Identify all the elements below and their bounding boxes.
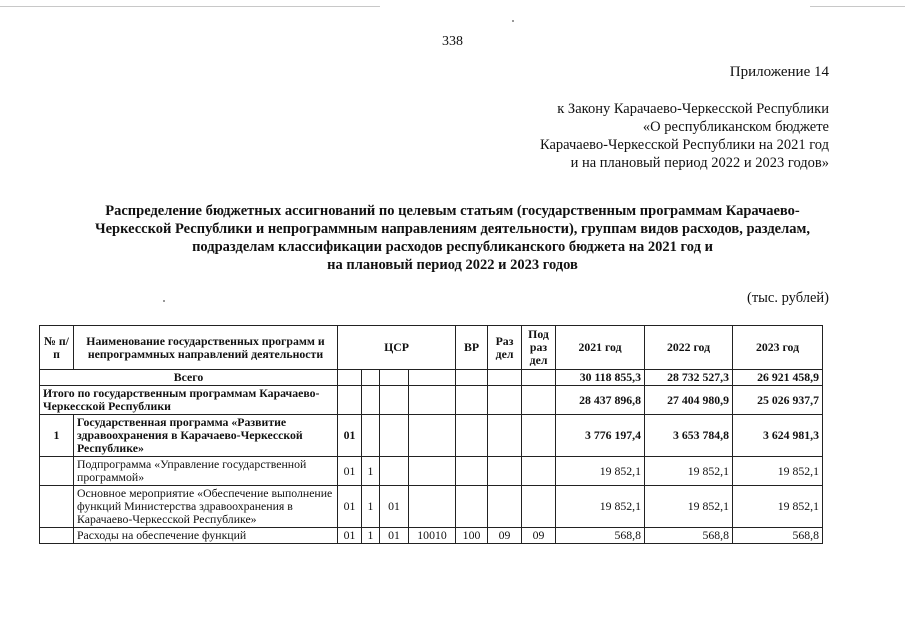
header-vr: ВР [456,326,488,370]
cell-csr2 [362,415,380,457]
cell-name: Государственная программа «Развитие здравоохранения в Карачаево-Черкесской Республике» [74,415,338,457]
header-num: № п/п [40,326,74,370]
cell-2022: 19 852,1 [645,486,733,528]
scan-artifact-line-left [0,6,380,7]
title-line: подразделам классификации расходов республиканского бюджета на 2021 год и [192,239,713,255]
appendix-reference [540,100,829,172]
cell-razdel [488,457,522,486]
cell-2023: 19 852,1 [733,457,823,486]
cell-csr4 [409,457,456,486]
cell-vr [456,415,488,457]
programs-total-label: Итого по государственным программам Карачаево-Черкесской Республики [40,386,338,415]
cell-csr3: 01 [380,528,409,544]
appendix-ref-line: «О республиканском бюджете [642,119,829,135]
cell-podrazdel [522,457,556,486]
cell-csr2: 1 [362,528,380,544]
cell-vr [456,457,488,486]
cell-razdel [488,415,522,457]
header-csr: ЦСР [338,326,456,370]
cell-num [40,486,74,528]
total-row [40,370,823,386]
cell-vr [456,486,488,528]
programs-total-2022: 27 404 980,9 [645,386,733,415]
document-title [40,202,865,274]
cell-num [40,528,74,544]
cell-csr4: 10010 [409,528,456,544]
cell-2023: 568,8 [733,528,823,544]
total-2021: 30 118 855,3 [556,370,645,386]
scan-speck [163,300,165,302]
cell-csr3: 01 [380,486,409,528]
scan-artifact-line-right [810,6,905,7]
header-2023: 2023 год [733,326,823,370]
page-number: 338 [442,34,463,49]
unit-label: (тыс. рублей) [747,290,829,306]
cell-podrazdel [522,415,556,457]
cell-name: Расходы на обеспечение функций [74,528,338,544]
total-2023: 26 921 458,9 [733,370,823,386]
cell-podrazdel: 09 [522,528,556,544]
cell-num: 1 [40,415,74,457]
cell-csr3 [380,457,409,486]
cell-2021: 3 776 197,4 [556,415,645,457]
cell-2021: 568,8 [556,528,645,544]
appendix-title: Приложение 14 [729,64,829,80]
cell-csr1: 01 [338,457,362,486]
cell-csr3 [380,415,409,457]
cell-razdel [488,486,522,528]
cell-csr4 [409,415,456,457]
appendix-ref-line: и на плановый период 2022 и 2023 годов» [570,155,829,171]
cell-razdel: 09 [488,528,522,544]
cell-2022: 19 852,1 [645,457,733,486]
header-razdel: Раз дел [488,326,522,370]
header-name: Наименование государственных программ и непрограммных направлений деятельности [74,326,338,370]
cell-name: Подпрограмма «Управление государственной программой» [74,457,338,486]
header-2021: 2021 год [556,326,645,370]
cell-csr1: 01 [338,528,362,544]
cell-csr4 [409,486,456,528]
budget-table [39,325,823,544]
table-row [40,457,823,486]
title-line: на плановый период 2022 и 2023 годов [327,257,578,273]
cell-2023: 3 624 981,3 [733,415,823,457]
header-podrazdel: Под раз дел [522,326,556,370]
table-row [40,415,823,457]
programs-total-row [40,386,823,415]
header-2022: 2022 год [645,326,733,370]
cell-2021: 19 852,1 [556,486,645,528]
cell-2021: 19 852,1 [556,457,645,486]
cell-csr1: 01 [338,486,362,528]
programs-total-2021: 28 437 896,8 [556,386,645,415]
cell-2022: 568,8 [645,528,733,544]
cell-2023: 19 852,1 [733,486,823,528]
title-line: Распределение бюджетных ассигнований по целевым статьям (государственным программам Карачаево- [105,203,800,219]
cell-csr1: 01 [338,415,362,457]
title-line: Черкесской Республики и непрограммным направлениям деятельности), группам видов расходов, разделам, [94,221,810,237]
appendix-ref-line: Карачаево-Черкесской Республики на 2021 год [539,137,829,153]
cell-num [40,457,74,486]
cell-vr: 100 [456,528,488,544]
programs-total-2023: 25 026 937,7 [733,386,823,415]
appendix-ref-line: к Закону Карачаево-Черкесской Республики [557,101,829,117]
total-2022: 28 732 527,3 [645,370,733,386]
table-row [40,486,823,528]
cell-2022: 3 653 784,8 [645,415,733,457]
table-header-row [40,326,823,370]
cell-name: Основное мероприятие «Обеспечение выполнение функций Министерства здравоохранения в Карачаево-Черкесской Республике» [74,486,338,528]
cell-podrazdel [522,486,556,528]
cell-csr2: 1 [362,486,380,528]
total-label: Всего [40,370,338,386]
table-row [40,528,823,544]
scan-speck [512,20,514,22]
cell-csr2: 1 [362,457,380,486]
